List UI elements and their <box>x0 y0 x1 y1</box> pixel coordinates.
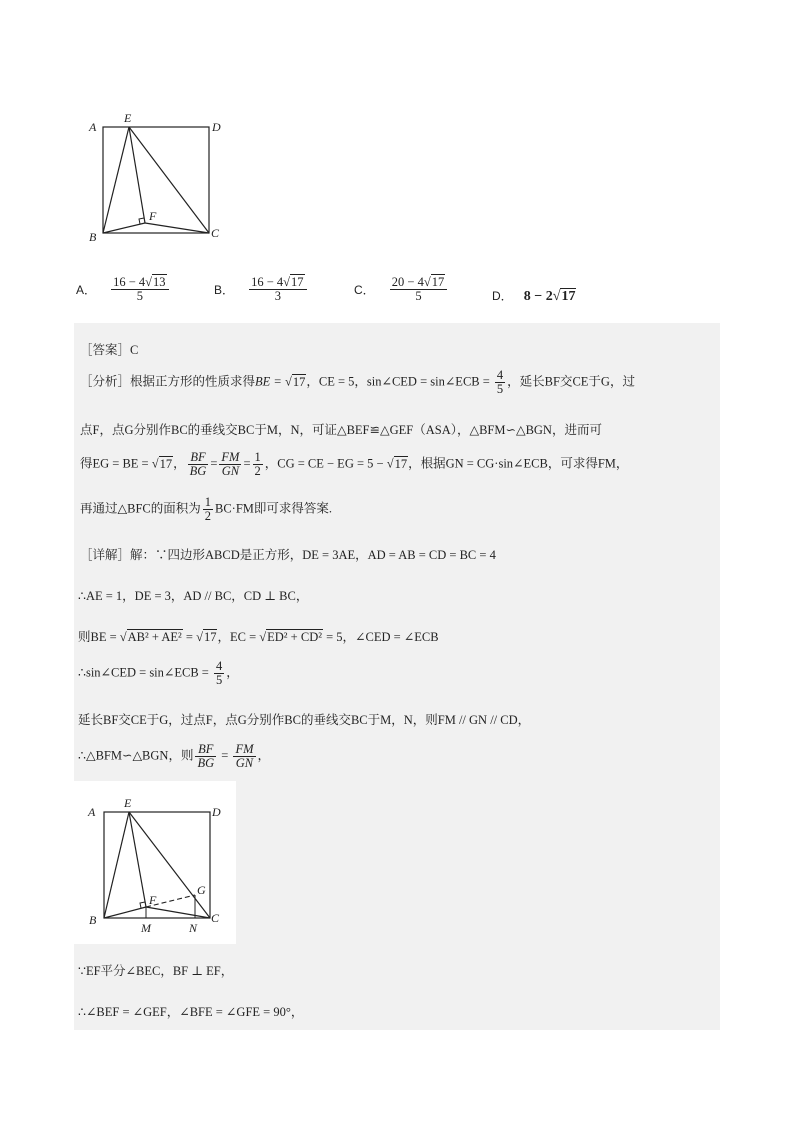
analysis-line-4: 再通过△BFC的面积为 $\frac{1}{2}$ BC·FM即可求得答案. <box>80 495 333 524</box>
option-d-letter: D． <box>492 289 513 303</box>
option-c <box>354 276 449 303</box>
label2-D: D <box>212 805 221 819</box>
detail-line-5: 延长BF交CE于G，过点F，点G分别作BC的垂线交BC于M，N，则FM // GN // CD， <box>78 713 531 727</box>
option-b-letter: B． <box>214 283 235 298</box>
label2-G: G <box>197 883 206 897</box>
option-b <box>214 276 309 303</box>
option-b-fraction: $\frac{16 - 4√17}{3}$ <box>249 276 306 303</box>
label-A: A <box>89 120 97 134</box>
detail-line-1: ［详解］解：∵四边形ABCD是正方形，DE = 3AE，AD = AB = CD = BC = 4 <box>80 548 496 562</box>
label-B: B <box>89 230 97 244</box>
detail-line-3: 则BE = √AB² + AE² = √17，EC = √ED² + CD² = 5，∠CED = ∠ECB <box>78 630 439 644</box>
option-c-fraction: $\frac{20 - 4√17}{5}$ <box>390 276 447 303</box>
analysis-line-2: 点F，点G分别作BC的垂线交BC于M，N，可证△BEF≌△GEF（ASA），△BFM∽△BGN，进而可 <box>80 423 602 437</box>
label-D: D <box>212 120 221 134</box>
label2-C: C <box>211 911 220 925</box>
figure-square-2 <box>80 790 232 940</box>
option-a-letter: A． <box>76 283 97 298</box>
option-d <box>492 285 576 305</box>
detail-line-7: ∵EF平分∠BEC，BF ⊥ EF， <box>78 964 234 978</box>
option-d-expr: 8 − 2√17 <box>523 289 576 304</box>
label2-E: E <box>124 796 132 810</box>
label2-F: F <box>149 893 157 907</box>
option-c-letter: C． <box>354 283 375 298</box>
label2-M: M <box>141 921 151 935</box>
option-a-fraction: $\frac{16 - 4√13}{5}$ <box>111 276 168 303</box>
detail-line-2: ∴AE = 1，DE = 3，AD // BC，CD ⊥ BC， <box>78 589 309 603</box>
label-F: F <box>149 209 157 223</box>
label2-B: B <box>89 913 97 927</box>
answer-label: ［答案］C <box>80 343 139 357</box>
analysis-line-1: ［分析］根据正方形的性质求得BE = √17，CE = 5，sin∠CED = sin∠ECB = $\frac{4}{5}$ ，延长BF交CE于G，过 <box>80 368 635 397</box>
figure-square-1 <box>85 110 235 245</box>
detail-line-4: ∴sin∠CED = sin∠ECB = $\frac{4}{5}$ ， <box>78 659 239 688</box>
label-C: C <box>211 226 220 240</box>
label-E: E <box>124 111 132 125</box>
label2-A: A <box>88 805 96 819</box>
analysis-line-3: 得EG = BE = √17， $\frac{BF}{BG}$ = $\frac{FM}{GN}$ = $\frac{1}{2}$ ，CG = CE − EG = 5 − √17，根据GN = CG·sin∠ECB，可求得FM， <box>80 450 629 479</box>
option-a <box>76 276 171 303</box>
detail-line-8: ∴∠BEF = ∠GEF，∠BFE = ∠GFE = 90°， <box>78 1005 304 1019</box>
detail-line-6: ∴△BFM∽△BGN，则 $\frac{BF}{BG}$ = $\frac{FM}{GN}$ ， <box>78 742 271 771</box>
label2-N: N <box>189 921 198 935</box>
